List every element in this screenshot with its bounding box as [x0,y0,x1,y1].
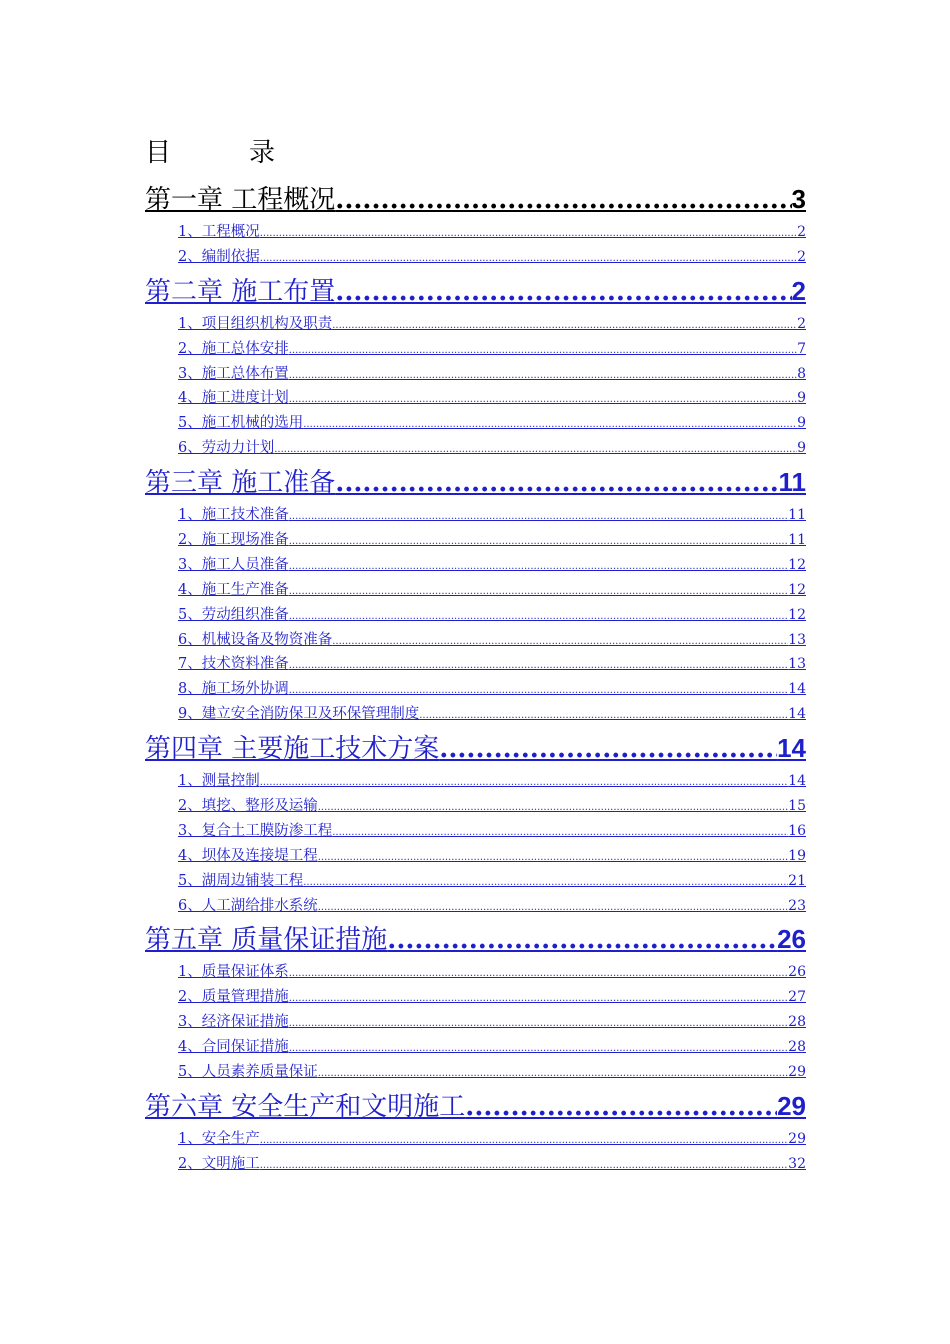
toc-item[interactable] [145,603,806,628]
dot-leader [439,728,777,770]
dot-leader [289,339,797,364]
dot-leader [289,364,797,389]
page-number: 12 [788,581,806,598]
toc-item[interactable] [145,794,806,819]
page-number: 2 [797,224,806,240]
page-number: 2 [797,315,806,332]
item-label: 1、安全生产 [178,1130,260,1147]
page-number: 32 [788,1155,806,1172]
toc-item[interactable] [145,578,806,603]
page-number: 13 [788,656,806,673]
page-number: 7 [797,340,806,357]
toc-item[interactable] [145,769,806,794]
item-label: 2、填挖、整形及运输 [178,798,318,815]
page-number: 14 [777,733,806,764]
item-label: 5、劳动组织准备 [178,606,289,623]
dot-leader [289,605,788,630]
dot-leader [289,388,797,413]
chapter-label: 第二章 施工布置 [145,276,336,307]
item-label: 9、建立安全消防保卫及环保管理制度 [178,706,420,723]
dot-leader [289,654,788,679]
item-label: 3、复合土工膜防渗工程 [178,822,333,839]
chapter-label: 第一章 工程概况 [145,185,336,215]
toc-item[interactable] [145,652,806,677]
dot-leader [260,771,788,796]
page-number: 29 [788,1130,806,1147]
toc-item[interactable] [145,1035,806,1060]
item-label: 3、施工人员准备 [178,556,289,573]
item-label: 6、机械设备及物资准备 [178,631,333,648]
toc-item[interactable] [145,1127,806,1152]
dot-leader [260,247,797,272]
item-label: 5、施工机械的选用 [178,415,304,432]
item-label: 2、质量管理措施 [178,989,289,1006]
page-number: 28 [788,1039,806,1056]
page-number: 9 [797,440,806,457]
item-label: 6、劳动力计划 [178,440,275,457]
dot-leader [318,846,788,871]
toc-item[interactable] [145,553,806,578]
dot-leader [260,222,797,247]
item-label: 4、坝体及连接堤工程 [178,847,318,864]
toc-item[interactable] [145,220,806,245]
page-number: 14 [788,773,806,790]
toc-chapter-3[interactable] [145,461,806,503]
dot-leader [332,821,788,846]
page-number: 29 [788,1064,806,1081]
page-number: 3 [791,184,806,214]
dot-leader [318,896,788,921]
toc-item[interactable] [145,436,806,461]
dot-leader [318,796,788,821]
toc-item[interactable] [145,869,806,894]
toc-item[interactable] [145,1010,806,1035]
table-of-contents [145,178,806,1177]
dot-leader [289,530,788,555]
toc-item[interactable] [145,411,806,436]
toc-chapter-4[interactable] [145,727,806,769]
dot-leader [335,179,791,221]
dot-leader [289,962,788,987]
item-label: 6、人工湖给排水系统 [178,897,318,914]
dot-leader [289,505,788,530]
item-label: 4、合同保证措施 [178,1039,289,1056]
toc-item[interactable] [145,1152,806,1177]
item-label: 2、文明施工 [178,1155,260,1172]
item-label: 3、经济保证措施 [178,1014,289,1031]
page-number: 9 [797,415,806,432]
item-label: 3、施工总体布置 [178,365,289,382]
dot-leader [419,704,788,729]
page-number: 12 [788,556,806,573]
page-number: 12 [788,606,806,623]
page-number: 15 [788,798,806,815]
toc-item[interactable] [145,985,806,1010]
toc-item[interactable] [145,528,806,553]
toc-chapter-1[interactable] [145,178,806,220]
item-label: 1、施工技术准备 [178,507,289,524]
page-number: 19 [788,847,806,864]
chapter-label: 第三章 施工准备 [145,468,336,499]
page-number: 11 [778,467,806,498]
page-number: 29 [777,1090,806,1121]
toc-item[interactable] [145,677,806,702]
item-label: 4、施工进度计划 [178,390,289,407]
item-label: 1、项目组织机构及职责 [178,315,333,332]
item-label: 5、人员素养质量保证 [178,1064,318,1081]
dot-leader [289,580,788,605]
toc-item[interactable] [145,894,806,919]
item-label: 2、施工现场准备 [178,532,289,549]
dot-leader [289,1012,788,1037]
page-number: 26 [777,924,806,955]
dot-leader [335,462,778,504]
page-number: 2 [791,275,806,306]
toc-item[interactable] [145,702,806,727]
dot-leader [289,1037,788,1062]
item-label: 1、工程概况 [178,224,260,240]
toc-item[interactable] [145,362,806,387]
page-number: 21 [788,872,806,889]
toc-item[interactable] [145,312,806,337]
chapter-label: 第五章 质量保证措施 [145,925,388,956]
page-number: 23 [788,897,806,914]
dot-leader [303,871,788,896]
page-number: 2 [797,248,806,265]
toc-item[interactable] [145,844,806,869]
chapter-label: 第四章 主要施工技术方案 [145,734,440,765]
dot-leader [465,1086,777,1128]
item-label: 5、湖周边铺装工程 [178,872,304,889]
dot-leader [289,987,788,1012]
item-label: 1、质量保证体系 [178,964,289,981]
page-number: 9 [797,390,806,407]
page-number: 8 [797,365,806,382]
dot-leader [260,1129,788,1154]
page-number: 11 [788,507,806,524]
item-label: 2、施工总体安排 [178,340,289,357]
dot-leader [335,271,791,313]
toc-chapter-2[interactable] [145,270,806,312]
toc-chapter-6[interactable] [145,1085,806,1127]
chapter-label: 第六章 安全生产和文明施工 [145,1091,466,1122]
toc-item[interactable] [145,337,806,362]
item-label: 1、测量控制 [178,773,260,790]
toc-item[interactable] [145,503,806,528]
page-number: 14 [788,681,806,698]
page-number: 26 [788,964,806,981]
dot-leader [274,438,797,463]
toc-item[interactable] [145,386,806,411]
page-number: 28 [788,1014,806,1031]
toc-title: 目 录 [145,138,276,168]
toc-chapter-5[interactable] [145,918,806,960]
dot-leader [289,679,788,704]
toc-item[interactable] [145,819,806,844]
page-number: 27 [788,989,806,1006]
item-label: 4、施工生产准备 [178,581,289,598]
dot-leader [303,413,797,438]
toc-item[interactable] [145,960,806,985]
dot-leader [289,555,788,580]
toc-item[interactable] [145,628,806,653]
dot-leader [387,919,777,961]
page-number: 13 [788,631,806,648]
dot-leader [332,314,797,339]
dot-leader [318,1062,788,1087]
item-label: 2、编制依据 [178,248,260,265]
item-label: 7、技术资料准备 [178,656,289,673]
toc-item[interactable] [145,245,806,270]
page-number: 14 [788,706,806,723]
item-label: 8、施工场外协调 [178,681,289,698]
page-number: 16 [788,822,806,839]
toc-item[interactable] [145,1060,806,1085]
dot-leader [260,1154,788,1179]
dot-leader [332,630,788,655]
page-number: 11 [788,532,806,549]
